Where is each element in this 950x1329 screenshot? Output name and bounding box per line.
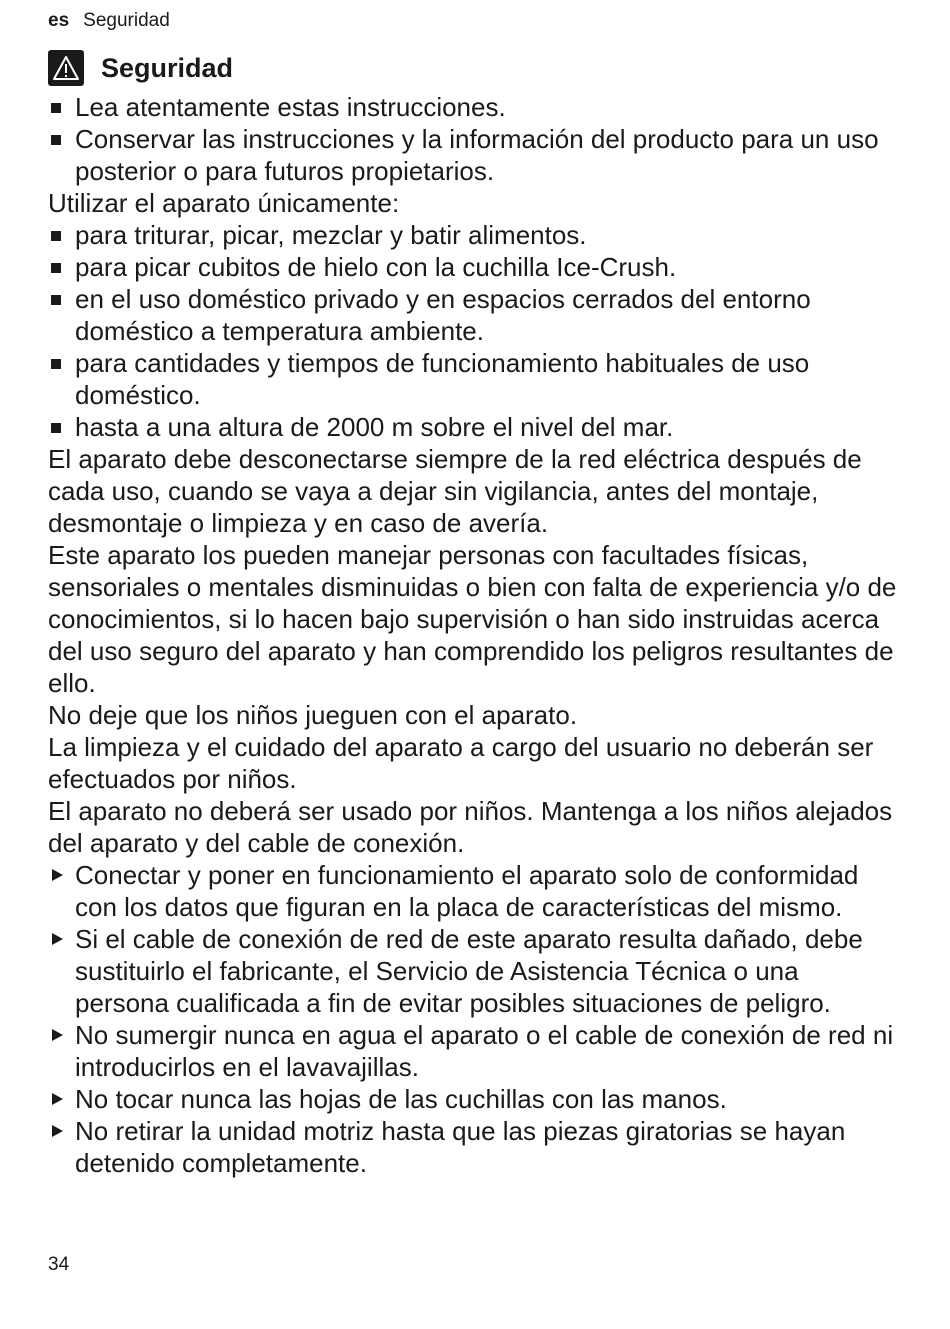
triangle-bullet-icon xyxy=(52,1125,63,1137)
instruction-item: No tocar nunca las hojas de las cuchillas con las manos. xyxy=(48,1083,898,1115)
list-item: Conservar las instrucciones y la información del producto para un uso posterior o para futuros propietarios. xyxy=(48,123,898,187)
list-item: para cantidades y tiempos de funcionamiento habituales de uso doméstico. xyxy=(48,347,898,411)
instruction-item: No retirar la unidad motriz hasta que las piezas giratorias se hayan detenido completamente. xyxy=(48,1115,898,1179)
instruction-item: No sumergir nunca en agua el aparato o el cable de conexión de red ni introducirlos en el lavavajillas. xyxy=(48,1019,898,1083)
warning-triangle-icon xyxy=(48,50,84,86)
square-bullet-icon xyxy=(51,231,61,241)
instruction-item: Si el cable de conexión de red de este aparato resulta dañado, debe sustituirlo el fabricante, el Servicio de Asistencia Técnica o una persona cualificada a fin de evitar posibles situaciones de peligro. xyxy=(48,923,898,1019)
safety-content xyxy=(48,91,898,1179)
instruction-item: Conectar y poner en funcionamiento el aparato solo de conformidad con los datos que figuran en la placa de características del mismo. xyxy=(48,859,898,923)
square-bullet-icon xyxy=(51,295,61,305)
paragraph: El aparato debe desconectarse siempre de la red eléctrica después de cada uso, cuando se vaya a dejar sin vigilancia, antes del montaje, desmontaje o limpieza y en caso de avería. xyxy=(48,444,862,538)
language-code: es xyxy=(48,10,70,31)
square-bullet-icon xyxy=(51,103,61,113)
triangle-bullet-icon xyxy=(52,933,63,945)
page-number: 34 xyxy=(48,1254,70,1275)
triangle-bullet-icon xyxy=(52,869,63,881)
paragraph: La limpieza y el cuidado del aparato a cargo del usuario no deberán ser efectuados por niños. xyxy=(48,732,874,794)
section-heading xyxy=(48,50,233,86)
paragraph: El aparato no deberá ser usado por niños. Mantenga a los niños alejados del aparato y del cable de conexión. xyxy=(48,796,893,858)
instruction-list xyxy=(48,859,898,1179)
header-section-title: Seguridad xyxy=(83,10,170,31)
list-item: para picar cubitos de hielo con la cuchilla Ice-Crush. xyxy=(48,251,898,283)
list-item: para triturar, picar, mezclar y batir alimentos. xyxy=(48,219,898,251)
triangle-bullet-icon xyxy=(52,1093,63,1105)
square-bullet-icon xyxy=(51,263,61,273)
square-bullet-icon xyxy=(51,423,61,433)
square-bullet-icon xyxy=(51,359,61,369)
square-bullet-icon xyxy=(51,135,61,145)
paragraph: No deje que los niños jueguen con el aparato. xyxy=(48,700,578,730)
use-list xyxy=(48,219,898,443)
running-header xyxy=(48,9,170,33)
paragraph: Este aparato los pueden manejar personas con facultades físicas, sensoriales o mentales disminuidas o bien con falta de experiencia y/o de conocimientos, si lo hacen bajo supervisión o han sido instruidas acerca del uso seguro del aparato y han comprendido los peligros resultantes de ello. xyxy=(48,540,897,698)
list-item: en el uso doméstico privado y en espacios cerrados del entorno doméstico a temperatura ambiente. xyxy=(48,283,898,347)
intro-list xyxy=(48,91,898,187)
list-item: hasta a una altura de 2000 m sobre el nivel del mar. xyxy=(48,411,898,443)
use-intro: Utilizar el aparato únicamente: xyxy=(48,188,400,218)
triangle-bullet-icon xyxy=(52,1029,63,1041)
list-item: Lea atentamente estas instrucciones. xyxy=(48,91,898,123)
section-title: Seguridad xyxy=(101,53,234,83)
